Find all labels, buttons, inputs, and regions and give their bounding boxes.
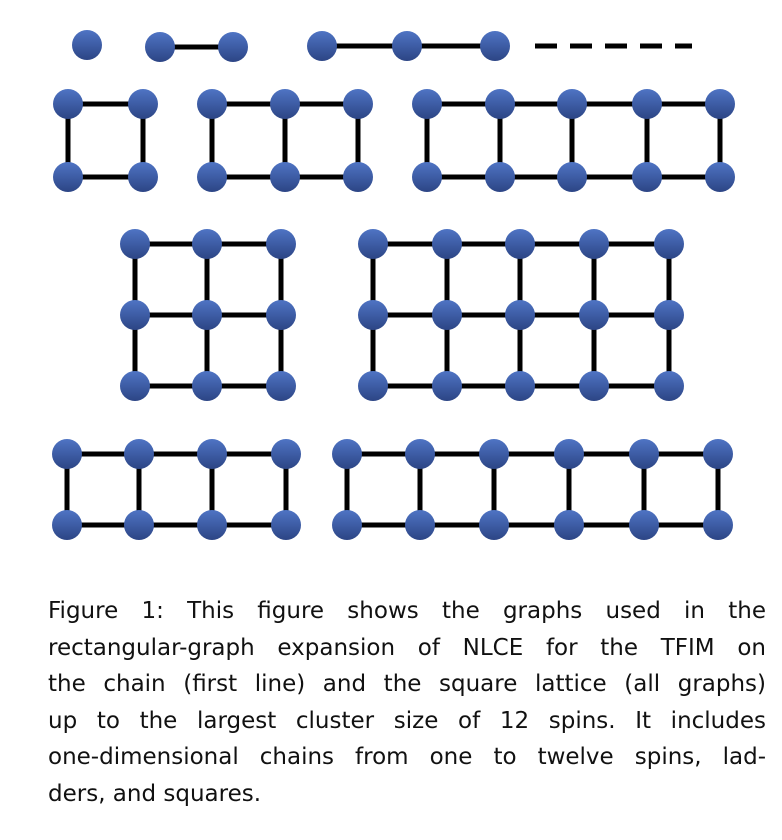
spin-node [632,162,662,192]
spin-node [432,229,462,259]
spin-node [358,300,388,330]
spin-node [654,300,684,330]
spin-node [72,30,102,60]
figure-caption [48,593,766,812]
caption-line: up to the largest cluster size of 12 spins. It includes [48,707,766,734]
spin-node [192,371,222,401]
spin-node [485,89,515,119]
spin-node [307,31,337,61]
caption-line: Figure 1: This figure shows the graphs used in the [48,598,766,624]
graph-ladder-2x3 [197,89,373,192]
spin-node [629,439,659,469]
graph-chain-3 [307,31,510,61]
spin-node [343,162,373,192]
spin-node [192,229,222,259]
spin-node [579,229,609,259]
spin-node [270,162,300,192]
spin-node [505,371,535,401]
spin-node [128,162,158,192]
spin-node [270,89,300,119]
spin-node [479,510,509,540]
spin-node [271,510,301,540]
spin-node [479,439,509,469]
spin-node [654,371,684,401]
graph-ladder-2x4 [52,439,301,540]
caption-line: one-dimensional chains from one to twelve spins, lad- [48,744,766,770]
spin-node [629,510,659,540]
spin-node [654,229,684,259]
spin-node [52,510,82,540]
spin-node [192,300,222,330]
graph-rect-3x4 [358,229,684,401]
graph-chain-2 [145,32,248,62]
spin-node [53,162,83,192]
graph-ladder-2x5 [412,89,735,192]
spin-node [120,300,150,330]
spin-node [554,439,584,469]
spin-node [145,32,175,62]
graph-ladder-2x6 [332,439,733,540]
spin-node [632,89,662,119]
spin-node [579,371,609,401]
spin-node [332,439,362,469]
spin-node [343,89,373,119]
spin-node [554,510,584,540]
spin-node [703,510,733,540]
spin-node [405,439,435,469]
spin-node [579,300,609,330]
spin-node [128,89,158,119]
spin-node [266,229,296,259]
spin-node [405,510,435,540]
spin-node [197,510,227,540]
spin-node [197,162,227,192]
spin-node [53,89,83,119]
graph-chain-1 [72,30,102,60]
spin-node [480,31,510,61]
spin-node [557,162,587,192]
spin-node [124,510,154,540]
spin-node [358,371,388,401]
spin-node [705,89,735,119]
spin-node [557,89,587,119]
spin-node [197,89,227,119]
spin-node [505,300,535,330]
caption-line: the chain (first line) and the square lattice (all graphs) [48,671,766,697]
graph-square-3x3 [120,229,296,401]
spin-node [124,439,154,469]
spin-node [412,162,442,192]
spin-node [120,371,150,401]
spin-node [266,300,296,330]
spin-node [197,439,227,469]
spin-node [412,89,442,119]
spin-node [218,32,248,62]
spin-node [120,229,150,259]
spin-node [52,439,82,469]
caption-line: rectangular-graph expansion of NLCE for the TFIM on [48,634,766,661]
graph-ladder-2x2 [53,89,158,192]
spin-node [358,229,388,259]
spin-node [432,300,462,330]
spin-node [266,371,296,401]
spin-node [271,439,301,469]
spin-node [392,31,422,61]
spin-node [505,229,535,259]
spin-node [703,439,733,469]
caption-line: ders, and squares. [48,780,262,807]
spin-node [332,510,362,540]
spin-node [432,371,462,401]
spin-node [705,162,735,192]
spin-node [485,162,515,192]
